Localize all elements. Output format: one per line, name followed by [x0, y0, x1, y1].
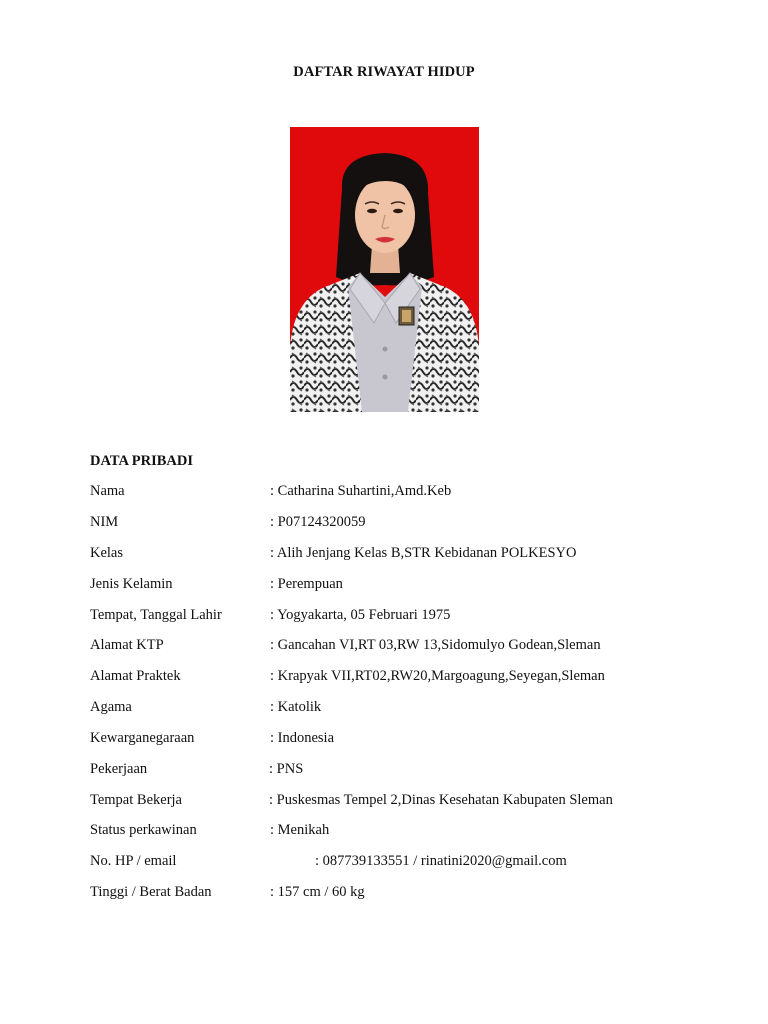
- field-value: : 157 cm / 60 kg: [270, 884, 365, 900]
- field-row-status-perkawinan: [90, 820, 710, 840]
- field-row-kelas: [90, 543, 710, 563]
- field-value: : Menikah: [270, 822, 330, 838]
- field-label: Tinggi / Berat Badan: [90, 884, 212, 900]
- field-value: : P07124320059: [270, 514, 366, 530]
- field-row-agama: [90, 697, 710, 717]
- field-row-alamat-praktek: [90, 666, 710, 686]
- field-row-jenis-kelamin: [90, 574, 710, 594]
- field-label: Tempat Bekerja: [90, 792, 182, 808]
- field-value: : Katolik: [270, 699, 322, 715]
- field-label: Kewarganegaraan: [90, 730, 195, 746]
- field-label: NIM: [90, 514, 119, 530]
- field-label: Status perkawinan: [90, 822, 197, 838]
- field-row-tempat-bekerja: [90, 790, 710, 810]
- field-value: : Puskesmas Tempel 2,Dinas Kesehatan Kabupaten Sleman: [269, 792, 613, 808]
- field-label: Alamat KTP: [90, 637, 164, 653]
- field-value: : Gancahan VI,RT 03,RW 13,Sidomulyo Godean,Sleman: [270, 637, 601, 653]
- field-label: Tempat, Tanggal Lahir: [90, 607, 222, 623]
- field-value: : PNS: [269, 761, 304, 777]
- field-row-tempat-tanggal-lahir: [90, 605, 710, 625]
- field-row-kewarganegaraan: [90, 728, 710, 748]
- field-value: : Indonesia: [270, 730, 335, 746]
- field-value: : Catharina Suhartini,Amd.Keb: [270, 483, 452, 499]
- field-label: Kelas: [90, 545, 124, 561]
- field-row-pekerjaan: [90, 759, 710, 779]
- field-value: : Yogyakarta, 05 Februari 1975: [270, 607, 451, 623]
- field-label: Pekerjaan: [90, 761, 148, 777]
- field-row-tinggi-berat-badan: [90, 882, 710, 902]
- field-value: : 087739133551 / rinatini2020@gmail.com: [315, 853, 567, 869]
- field-label: Alamat Praktek: [90, 668, 181, 684]
- field-value: : Perempuan: [270, 576, 343, 592]
- field-value: : Alih Jenjang Kelas B,STR Kebidanan POLKESYO: [270, 545, 577, 561]
- field-label: No. HP / email: [90, 853, 177, 869]
- field-row-alamat-ktp: [90, 635, 710, 655]
- portrait-photo: [290, 127, 479, 412]
- field-row-nim: [90, 512, 710, 532]
- field-row-nama: [90, 481, 710, 501]
- field-label: Nama: [90, 483, 125, 499]
- field-label: Agama: [90, 699, 132, 715]
- field-value: : Krapyak VII,RT02,RW20,Margoagung,Seyegan,Sleman: [270, 668, 605, 684]
- document-title: DAFTAR RIWAYAT HIDUP: [293, 64, 475, 80]
- field-row-no-hp-email: [90, 851, 710, 871]
- section-heading-data-pribadi: DATA PRIBADI: [90, 453, 193, 469]
- field-label: Jenis Kelamin: [90, 576, 173, 592]
